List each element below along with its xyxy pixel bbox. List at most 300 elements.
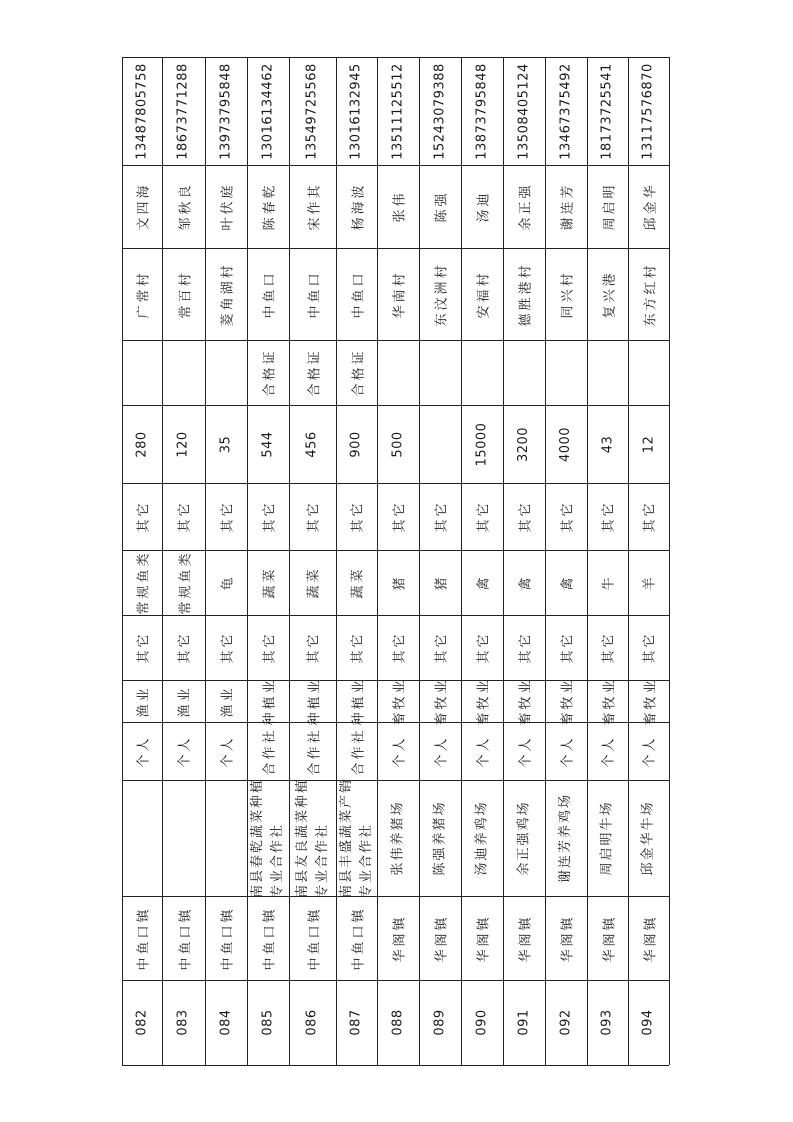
industry-text: 种植业: [262, 676, 278, 726]
cell-other: [461, 483, 503, 550]
scale-text: 900: [348, 430, 364, 458]
cell-id: [377, 980, 419, 1065]
town-text: 华阁镇: [476, 913, 492, 963]
cert-text: 其它: [306, 631, 322, 664]
cell-phone: [419, 57, 461, 165]
name-text: 周启明牛场: [599, 800, 615, 876]
phone-text: 13511125512: [390, 62, 406, 160]
category-text: 蔬菜: [306, 566, 322, 599]
cell-category: [587, 550, 628, 615]
town-text: 华阁镇: [643, 913, 659, 963]
cell-name: [545, 780, 587, 896]
contact-text: 邹秋良: [178, 182, 194, 231]
cell-contact: [247, 165, 289, 248]
cell-town: [289, 896, 336, 980]
cell-contact: [461, 165, 503, 248]
cell-town: [122, 896, 162, 980]
cell-type: [289, 722, 336, 780]
town-text: 中鱼口镇: [262, 905, 278, 971]
cell-phone: [628, 57, 669, 165]
cell-scale: [162, 405, 205, 483]
name-text: 张伟养猪场: [390, 800, 406, 876]
industry-text: 畜牧业: [602, 676, 618, 726]
quality-text: 合格证: [351, 348, 367, 397]
phone-text: 13973795848: [218, 62, 234, 160]
type-text: 合作社: [307, 726, 323, 776]
name-text: 南县丰盛蔬菜产销 专业合作社: [338, 777, 374, 899]
type-text: 个人: [434, 734, 450, 768]
scale-text: 4000: [558, 426, 574, 462]
cell-name: [503, 780, 545, 896]
cell-name: [336, 777, 377, 899]
category-text: 龟: [220, 574, 236, 591]
category-text: 猪: [434, 574, 450, 591]
id-text: 086: [304, 1009, 320, 1036]
cell-type: [587, 722, 628, 780]
cell-contact: [122, 165, 162, 248]
cell-town: [587, 896, 628, 980]
cell-name: [587, 780, 628, 896]
category-text: 猪: [392, 574, 408, 591]
cell-type: [247, 722, 289, 780]
cell-other: [628, 483, 669, 550]
cell-contact: [289, 165, 336, 248]
cell-quality: [336, 340, 377, 405]
scale-text: 15000: [474, 422, 490, 466]
cell-cert: [377, 615, 419, 680]
industry-text: 畜牧业: [518, 676, 534, 726]
town-text: 中鱼口镇: [136, 905, 152, 971]
cell-cert: [545, 615, 587, 680]
id-text: 092: [558, 1009, 574, 1036]
industry-text: 渔业: [177, 684, 193, 718]
category-text: 禽: [476, 574, 492, 591]
id-text: 083: [175, 1009, 191, 1036]
cell-category: [162, 550, 205, 615]
cell-village: [205, 248, 247, 340]
scale-text: 12: [640, 435, 656, 453]
cell-cert: [289, 615, 336, 680]
cell-industry: [628, 676, 669, 726]
cell-name: [205, 780, 247, 896]
type-text: 个人: [518, 734, 534, 768]
cert-text: 其它: [642, 631, 658, 664]
cell-scale: [587, 405, 628, 483]
other-text: 其它: [518, 500, 534, 533]
contact-text: 陈强: [434, 190, 450, 223]
type-text: 合作社: [262, 726, 278, 776]
cell-type: [377, 722, 419, 780]
cert-text: 其它: [392, 631, 408, 664]
category-text: 蔬菜: [262, 566, 278, 599]
other-text: 其它: [392, 500, 408, 533]
id-text: 084: [218, 1009, 234, 1036]
cell-type: [162, 722, 205, 780]
cell-scale: [503, 405, 545, 483]
cell-quality: [122, 340, 162, 405]
scale-text: 3200: [516, 426, 532, 462]
industry-text: 畜牧业: [434, 676, 450, 726]
id-text: 089: [432, 1009, 448, 1036]
cell-village: [587, 248, 628, 340]
cell-industry: [377, 676, 419, 726]
cell-contact: [336, 165, 377, 248]
phone-text: 13508405124: [516, 62, 532, 160]
contact-text: 杨海波: [351, 182, 367, 231]
cell-cert: [419, 615, 461, 680]
type-text: 合作社: [351, 726, 367, 776]
cell-category: [503, 550, 545, 615]
cell-other: [247, 483, 289, 550]
cell-industry: [461, 676, 503, 726]
cell-phone: [587, 57, 628, 165]
town-text: 华阁镇: [434, 913, 450, 963]
id-text: 090: [474, 1009, 490, 1036]
cell-phone: [503, 57, 545, 165]
cell-village: [377, 248, 419, 340]
cell-village: [545, 248, 587, 340]
phone-text: 13873795848: [474, 62, 490, 160]
cell-cert: [205, 615, 247, 680]
cell-other: [503, 483, 545, 550]
cell-contact: [377, 165, 419, 248]
quality-text: 合格证: [307, 348, 323, 397]
cell-cert: [247, 615, 289, 680]
cell-other: [336, 483, 377, 550]
cell-village: [503, 248, 545, 340]
cell-other: [419, 483, 461, 550]
cell-town: [205, 896, 247, 980]
town-text: 华阁镇: [602, 913, 618, 963]
town-text: 中鱼口镇: [178, 905, 194, 971]
category-text: 牛: [601, 574, 617, 591]
cell-town: [377, 896, 419, 980]
cell-name: [247, 777, 289, 899]
cell-id: [162, 980, 205, 1065]
phone-text: 13549725568: [305, 62, 321, 160]
cert-text: 其它: [136, 631, 152, 664]
village-text: 中鱼口: [262, 269, 278, 319]
type-text: 个人: [560, 734, 576, 768]
cell-category: [336, 550, 377, 615]
name-text: 南县春乾蔬菜种植 专业合作社: [250, 777, 286, 899]
cell-id: [419, 980, 461, 1065]
cell-phone: [545, 57, 587, 165]
contact-text: 汤迪: [476, 190, 492, 223]
category-text: 蔬菜: [350, 566, 366, 599]
name-text: 邱金华牛场: [640, 800, 656, 876]
cell-phone: [122, 57, 162, 165]
cell-other: [205, 483, 247, 550]
scale-text: 500: [390, 430, 406, 458]
other-text: 其它: [262, 500, 278, 533]
village-text: 安福村: [476, 269, 492, 319]
cell-contact: [628, 165, 669, 248]
other-text: 其它: [177, 500, 193, 533]
phone-text: 15243079388: [432, 62, 448, 160]
cell-contact: [503, 165, 545, 248]
industry-text: 畜牧业: [643, 676, 659, 726]
cell-industry: [122, 680, 162, 722]
cell-village: [122, 248, 162, 340]
cell-town: [336, 896, 377, 980]
phone-text: 13467375492: [558, 62, 574, 160]
type-text: 个人: [392, 734, 408, 768]
cell-type: [336, 722, 377, 780]
cell-id: [503, 980, 545, 1065]
contact-text: 周启明: [602, 182, 618, 231]
scale-text: 280: [134, 430, 150, 458]
cell-phone: [162, 57, 205, 165]
name-text: 余正强鸡场: [516, 800, 532, 876]
category-text: 禽: [518, 574, 534, 591]
town-text: 华阁镇: [392, 913, 408, 963]
contact-text: 张伟: [392, 190, 408, 223]
quality-text: 合格证: [262, 348, 278, 397]
other-text: 其它: [306, 500, 322, 533]
other-text: 其它: [136, 500, 152, 533]
cell-cert: [628, 615, 669, 680]
cell-quality: [628, 340, 669, 405]
cell-industry: [289, 676, 336, 726]
cell-category: [377, 550, 419, 615]
cell-scale: [289, 405, 336, 483]
village-text: 同兴村: [560, 269, 576, 319]
cell-name: [628, 780, 669, 896]
id-text: 085: [260, 1009, 276, 1036]
cell-scale: [628, 405, 669, 483]
phone-text: 13016132945: [349, 62, 365, 160]
town-text: 中鱼口镇: [307, 905, 323, 971]
cell-scale: [336, 405, 377, 483]
cell-category: [545, 550, 587, 615]
cell-village: [162, 248, 205, 340]
cell-town: [419, 896, 461, 980]
cell-category: [461, 550, 503, 615]
category-text: 常规鱼类: [136, 550, 152, 615]
scale-text: 35: [218, 435, 234, 453]
cell-name: [162, 780, 205, 896]
scale-text: 456: [304, 430, 320, 458]
other-text: 其它: [560, 500, 576, 533]
cell-industry: [587, 676, 628, 726]
cell-village: [461, 248, 503, 340]
cell-type: [205, 722, 247, 780]
cell-town: [503, 896, 545, 980]
cell-other: [545, 483, 587, 550]
cell-quality: [247, 340, 289, 405]
scale-text: 544: [260, 430, 276, 458]
contact-text: 谢连芳: [560, 182, 576, 231]
type-text: 个人: [476, 734, 492, 768]
scale-text: 43: [599, 435, 615, 453]
industry-text: 畜牧业: [392, 676, 408, 726]
type-text: 个人: [642, 734, 658, 768]
category-text: 禽: [560, 574, 576, 591]
cell-industry: [162, 680, 205, 722]
cell-town: [247, 896, 289, 980]
cert-text: 其它: [560, 631, 576, 664]
cell-phone: [336, 57, 377, 165]
cell-id: [628, 980, 669, 1065]
cell-industry: [545, 676, 587, 726]
cell-cert: [587, 615, 628, 680]
other-text: 其它: [642, 500, 658, 533]
cell-quality: [461, 340, 503, 405]
cell-phone: [289, 57, 336, 165]
cell-scale: [247, 405, 289, 483]
cell-id: [587, 980, 628, 1065]
cell-town: [628, 896, 669, 980]
cert-text: 其它: [220, 631, 236, 664]
contact-text: 叶伏庭: [220, 182, 236, 231]
cell-other: [587, 483, 628, 550]
village-text: 德胜港村: [518, 261, 534, 327]
village-text: 常百村: [178, 269, 194, 319]
cell-industry: [336, 676, 377, 726]
village-text: 东方红村: [643, 261, 659, 327]
other-text: 其它: [476, 500, 492, 533]
other-text: 其它: [601, 500, 617, 533]
cert-text: 其它: [518, 631, 534, 664]
cell-scale: [461, 405, 503, 483]
cert-text: 其它: [262, 631, 278, 664]
cell-type: [461, 722, 503, 780]
phone-text: 13487805758: [134, 62, 150, 160]
id-text: 093: [599, 1009, 615, 1036]
cell-category: [122, 550, 162, 615]
contact-text: 陈春乾: [262, 182, 278, 231]
cell-id: [545, 980, 587, 1065]
cell-quality: [503, 340, 545, 405]
cell-industry: [503, 676, 545, 726]
cell-industry: [419, 676, 461, 726]
cell-cert: [336, 615, 377, 680]
cell-village: [419, 248, 461, 340]
cell-name: [377, 780, 419, 896]
id-text: 094: [640, 1009, 656, 1036]
cell-id: [122, 980, 162, 1065]
cell-town: [461, 896, 503, 980]
id-text: 087: [348, 1009, 364, 1036]
cell-id: [247, 980, 289, 1065]
cell-contact: [162, 165, 205, 248]
cell-name: [419, 780, 461, 896]
cell-type: [503, 722, 545, 780]
id-text: 082: [134, 1009, 150, 1036]
cell-type: [419, 722, 461, 780]
cell-quality: [419, 340, 461, 405]
cell-village: [289, 248, 336, 340]
other-text: 其它: [220, 500, 236, 533]
cell-cert: [461, 615, 503, 680]
type-text: 个人: [601, 734, 617, 768]
cell-scale: [205, 405, 247, 483]
id-text: 088: [390, 1009, 406, 1036]
cell-town: [545, 896, 587, 980]
cell-id: [461, 980, 503, 1065]
cell-scale: [545, 405, 587, 483]
industry-text: 渔业: [136, 684, 152, 718]
cell-type: [628, 722, 669, 780]
cell-cert: [162, 615, 205, 680]
industry-text: 种植业: [351, 676, 367, 726]
village-text: 东汶洲村: [434, 261, 450, 327]
cell-id: [205, 980, 247, 1065]
cell-scale: [377, 405, 419, 483]
cell-village: [336, 248, 377, 340]
town-text: 华阁镇: [560, 913, 576, 963]
cell-quality: [377, 340, 419, 405]
cell-other: [377, 483, 419, 550]
type-text: 个人: [177, 734, 193, 768]
cell-other: [162, 483, 205, 550]
cert-text: 其它: [434, 631, 450, 664]
industry-text: 畜牧业: [476, 676, 492, 726]
type-text: 个人: [220, 734, 236, 768]
contact-text: 文四海: [136, 182, 152, 231]
village-text: 中鱼口: [351, 269, 367, 319]
cell-category: [205, 550, 247, 615]
cell-category: [247, 550, 289, 615]
cell-village: [628, 248, 669, 340]
cert-text: 其它: [476, 631, 492, 664]
cell-id: [289, 980, 336, 1065]
phone-text: 13016134462: [260, 62, 276, 160]
cell-contact: [545, 165, 587, 248]
cell-name: [461, 780, 503, 896]
cell-phone: [205, 57, 247, 165]
cell-type: [545, 722, 587, 780]
town-text: 华阁镇: [518, 913, 534, 963]
cell-phone: [461, 57, 503, 165]
other-text: 其它: [434, 500, 450, 533]
cell-category: [628, 550, 669, 615]
industry-text: 渔业: [220, 684, 236, 718]
cell-industry: [205, 680, 247, 722]
phone-text: 18173725541: [600, 62, 616, 160]
cell-scale: [419, 405, 461, 483]
table-row-rule: [122, 1065, 669, 1066]
contact-text: 宋作其: [307, 182, 323, 231]
village-text: 复兴港: [602, 269, 618, 319]
cell-phone: [247, 57, 289, 165]
cell-category: [289, 550, 336, 615]
cell-category: [419, 550, 461, 615]
cell-village: [247, 248, 289, 340]
cell-quality: [587, 340, 628, 405]
cell-town: [162, 896, 205, 980]
table-column-rule: [669, 57, 670, 1065]
cell-other: [122, 483, 162, 550]
cell-name: [122, 780, 162, 896]
industry-text: 种植业: [307, 676, 323, 726]
industry-text: 畜牧业: [560, 676, 576, 726]
name-text: 陈强养猪场: [432, 800, 448, 876]
phone-text: 13117576870: [641, 62, 657, 160]
category-text: 常规鱼类: [178, 550, 194, 615]
cell-quality: [545, 340, 587, 405]
cell-cert: [122, 615, 162, 680]
cell-cert: [503, 615, 545, 680]
scale-text: 120: [175, 430, 191, 458]
cell-id: [336, 980, 377, 1065]
town-text: 中鱼口镇: [351, 905, 367, 971]
other-text: 其它: [350, 500, 366, 533]
contact-text: 余正强: [518, 182, 534, 231]
village-text: 菱角湖村: [220, 261, 236, 327]
type-text: 个人: [136, 734, 152, 768]
